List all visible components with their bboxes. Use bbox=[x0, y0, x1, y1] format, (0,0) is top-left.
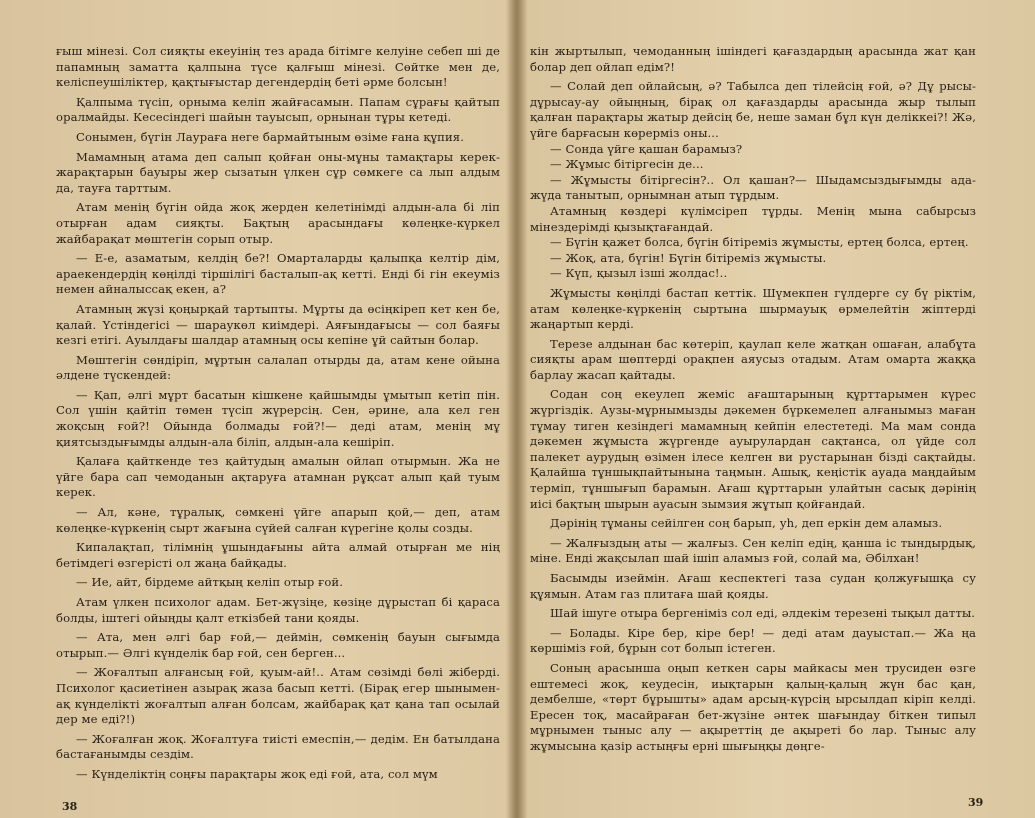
right-paragraph: кін жыртылып, чемоданның ішіндегі қағаздардың арасында жат қан болар деп ойлап едім?! bbox=[530, 44, 976, 74]
left-paragraph: Кипалақтап, тілімнің ұшындағыны айта алмай отырған ме нің бетімдегі өзгерісті ол жаңа байқады. bbox=[56, 540, 500, 570]
left-paragraph: — Қап, әлгі мұрт басатын кішкене қайшымды ұмытып кетіп пін. Сол үшін қайтіп төмен түсіп жүрерсің. Сен, әрине, ала кел ген жоқсың ғой?! Ойында болмады ғой?!— деді атам, менің мұ қиятсыздығымды алдын-ала біліп, алдын-ала кешіріп. bbox=[56, 387, 500, 449]
right-paragraph: — Болады. Кіре бер, кіре бер! — деді атам дауыстап.— Жа ңа көршіміз ғой, бұрын сот болып істеген. bbox=[530, 625, 976, 656]
book-gutter bbox=[505, 0, 527, 818]
left-paragraph: — Күнделіктің соңғы парақтары жоқ еді ғой, ата, сол мүм bbox=[76, 766, 438, 781]
left-paragraph: Мамамның атама деп салып қойған оны-мұны тамақтары керек-жарақтарын бауыры жер сызатын үлкен сұр сөмкеге са лып алдым да, тауға тарттым. bbox=[56, 149, 500, 195]
left-paragraph: Қалпыма түсіп, орныма келіп жайғасамын. Папам сұрағы қайтып оралмайды. Кесесіндегі шайын тауысып, орнынан тұры кетеді. bbox=[56, 94, 500, 125]
left-paragraph: — Жоғалған жоқ. Жоғалтуға тиісті емеспін,— дедім. Ен батылдана бастағанымды сездім. bbox=[56, 731, 500, 762]
left-paragraph: Атам үлкен психолог адам. Бет-жүзіңе, көзіңе дұрыстап бі қараса болды, іштегі ойыңды қалт еткізбей тани қояды. bbox=[56, 595, 500, 625]
page-number-left: 38 bbox=[62, 800, 78, 813]
left-paragraph: — Ие, айт, бірдеме айтқың келіп отыр ғой. bbox=[76, 575, 344, 590]
left-paragraph: Мөштегін сөндіріп, мұртын салалап отырды да, атам кене ойына әлдене түскендей: bbox=[56, 352, 500, 383]
left-paragraph: Сонымен, бүгін Лаураға неге бармайтыным өзіме ғана құпия. bbox=[76, 129, 465, 144]
right-paragraph: Соның арасынша оңып кеткен сары майкасы мен трусиден өзге ештемесі жоқ, кеудесін, иықтарын қалың-қалың жүн бас қан, дембелше, «төрт бұрышты» адам арсың-күрсің ырсылдап кіріп келді. Ересен тоқ, масайраған бет-жүзіне әнтек шағындау біткен типыл мұрнымен тыныс алу — ақыреттің де ақыреті бо лар. Тыныс алу жұмысына қазір астыңғы ерні шығыңқы дөңге- bbox=[530, 660, 976, 753]
right-paragraph: Содан соң екеулеп жеміс ағаштарының құрттарымен күрес жүргіздік. Аузы-мұрнымызды дәкемен бүркемелеп алғанымыз маған тұмау тиген кезіндегі мамамның кейпін елестетеді. Ма мам сонда дәкемен жұмыста жүргенде ауырулардан сақтанса, ол үйде сол палекет аурудың өзімен ілесе келген ви рустарынан бізді сақтайды. Қалайша тұншықпайтынына таңмын. Ашық, кеңістік ауада маңдайым терміп, тұншығып барамын. Ағаш құрттарын улайтын сасық дәрінің иісі бақтың шырын ауасын зымзия жұтып қойғандай. bbox=[530, 387, 976, 511]
left-paragraph: — Жоғалтып алғансың ғой, қуым-ай!.. Атам сөзімді бөлі жіберді. Психолог қасиетінен азырақ жаза басып кетті. (Бірақ егер шынымен-ақ күнделікті жоғалтып алған болсам, жайбарақ қат қана тап осылай дер ме еді?!) bbox=[56, 665, 500, 727]
left-paragraph: Атам менің бүгін ойда жоқ жерден келетінімді алдын-ала бі ліп отырған адам сияқты. Бақтың арасындағы көлеңке-күркел жайбарақат мөштегін сорып отыр. bbox=[56, 200, 500, 246]
right-paragraph: — Солай деп ойлайсың, ә? Табылса деп тілейсің ғой, ә? Дұ рысы-дұрысау-ау ойыңның, бірақ ол қағаздарды арасында жыр тылып қалған парақтары жатыр дейсің бе, неше заман бұл күн деліккеі?! Жә, үйге барғасын көрерміз оны... bbox=[530, 79, 976, 140]
left-page bbox=[56, 44, 500, 804]
left-paragraph: — Е-е, азаматым, келдің бе?! Омарталарды қалыпқа келтір дім, араекендердің көңілді тіршілігі басталып-ақ кетті. Енді бі гін екеуміз немен айналыссақ екен, а? bbox=[56, 251, 500, 297]
right-page bbox=[530, 44, 976, 804]
right-paragraph: Жұмысты көңілді бастап кеттік. Шүмекпен гүлдерге су бү ріктім, атам көлеңке-күркенің сыртына шырмауық өрмелейтін жіптерді жаңартып керді. bbox=[530, 285, 976, 332]
left-paragraph: — Ата, мен әлгі бар ғой,— деймін, сөмкенің бауын сығымда отырып.— Әлгі күнделік бар ғой, сен берген... bbox=[56, 630, 500, 660]
left-paragraph: — Ал, кәне, тұралық, сөмкені үйге апарып қой,— деп, атам көлеңке-күркенің сырт жағына сүйей салған күрегіне қолы созды. bbox=[56, 505, 500, 535]
right-paragraph: — Күп, қызыл ізші жолдас!.. bbox=[550, 266, 728, 281]
page-number-right: 39 bbox=[968, 796, 984, 809]
right-paragraph: — Бүгін қажет болса, бүгін бітіреміз жұмысты, ертең болса, ертең. bbox=[550, 235, 969, 250]
right-paragraph: Басымды изеймін. Ағаш кеспектегі таза судан қолжуғышқа су құямын. Атам газ плитаға шай қояды. bbox=[530, 571, 976, 601]
right-paragraph: — Жұмыс бітіргесін де... bbox=[550, 157, 704, 172]
right-paragraph: Атамның көздері күлімсіреп тұрды. Менің мына сабырсыз мінездерімді қызықтағандай. bbox=[530, 203, 976, 234]
left-paragraph: Қалаға қайткенде тез қайтудың амалын ойлап отырмын. Жа не үйге бара сап чемоданын ақтаруға атамнан рұқсат алып қай туым керек. bbox=[56, 454, 500, 500]
right-paragraph: — Жоқ, ата, бүгін! Бүгін бітіреміз жұмысты. bbox=[550, 250, 827, 265]
right-paragraph: Дәрінің тұманы сейілген соң барып, уһ, деп еркін дем аламыз. bbox=[550, 516, 943, 531]
left-paragraph: ғыш мінезі. Сол сияқты екеуінің тез арада бітімге келуіне себеп ші де папамның заматта қалпына түсе қалғыш мінезі. Сөйтке мен де, келіспеушіліктер, қақтығыстар дегендердің беті әрме болсын! bbox=[56, 44, 500, 90]
right-paragraph: — Жалғыздың аты — жалғыз. Сен келіп едің, қанша іс тындырдық, міне. Енді жақсылап шай ішіп аламыз ғой, солай ма, Әбілхан! bbox=[530, 535, 976, 566]
right-paragraph: Терезе алдынан бас көтеріп, қаулап келе жатқан ошаған, алабұта сияқты арам шөптерді орақпен аяусыз отадым. Атам омарта жаққа барлау жасап қайтады. bbox=[530, 336, 976, 382]
right-paragraph: — Сонда үйге қашан барамыз? bbox=[550, 141, 743, 156]
right-paragraph: Шай ішуге отыра бергеніміз сол еді, әлдекім терезені тықыл датты. bbox=[550, 606, 976, 621]
left-paragraph: Атамның жүзі қоңырқай тартыпты. Мұрты да өсіңкіреп кет кен бе, қалай. Үстіндегісі — шараукөл киімдері. Аяғындағысы — сол баяғы кезгі етігі. Ауылдағы шалдар атамның осы кепіне ұй сайтын болар. bbox=[56, 301, 500, 348]
right-paragraph: — Жұмысты бітіргесін?.. Ол қашан?— Шыдамсыздығымды ада-жүда танытып, орнымнан атып тұрдым. bbox=[530, 172, 976, 203]
